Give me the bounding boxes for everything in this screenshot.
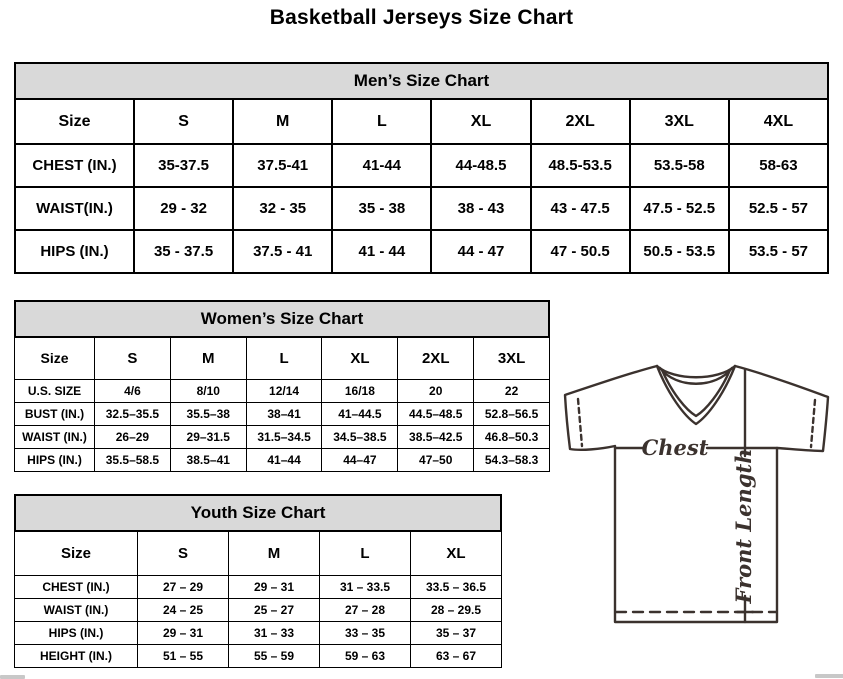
size-header-row: [15, 531, 502, 576]
measurement-value: 34.5–38.5: [322, 426, 398, 449]
row-label: WAIST(IN.): [15, 187, 134, 230]
row-label: BUST (IN.): [15, 403, 95, 426]
womens-size-table: [14, 336, 550, 472]
mens-size-chart-section: [14, 62, 829, 274]
measurement-value: 31.5–34.5: [246, 426, 322, 449]
row-label: HIPS (IN.): [15, 449, 95, 472]
size-column-header: XL: [322, 337, 398, 380]
measurement-row: [15, 144, 828, 187]
size-header-row: [15, 337, 550, 380]
row-label: WAIST (IN.): [15, 599, 138, 622]
size-column-header: M: [233, 99, 332, 144]
measurement-value: 29 – 31: [229, 576, 320, 599]
size-column-header: L: [246, 337, 322, 380]
front-length-label: Front Length: [731, 448, 756, 604]
measurement-value: 29 - 32: [134, 187, 233, 230]
size-column-header: M: [170, 337, 246, 380]
measurement-value: 32 - 35: [233, 187, 332, 230]
page-title: Basketball Jerseys Size Chart: [269, 6, 574, 29]
measurement-value: 28 – 29.5: [411, 599, 502, 622]
measurement-value: 38.5–41: [170, 449, 246, 472]
measurement-value: 20: [398, 380, 474, 403]
measurement-value: 31 – 33: [229, 622, 320, 645]
measurement-value: 33 – 35: [320, 622, 411, 645]
mens-size-table: [14, 98, 829, 274]
measurement-value: 44–47: [322, 449, 398, 472]
size-column-header: S: [134, 99, 233, 144]
chest-label: Chest: [641, 435, 709, 460]
row-label: U.S. SIZE: [15, 380, 95, 403]
womens-chart-header-band: [14, 300, 550, 338]
measurement-value: 27 – 29: [138, 576, 229, 599]
measurement-value: 27 – 28: [320, 599, 411, 622]
measurement-value: 38 - 43: [431, 187, 530, 230]
size-label-header: Size: [15, 99, 134, 144]
row-label: HIPS (IN.): [15, 622, 138, 645]
mens-chart-title: Men’s Size Chart: [353, 71, 490, 90]
measurement-value: 51 – 55: [138, 645, 229, 668]
measurement-row: [15, 403, 550, 426]
measurement-value: 35 – 37: [411, 622, 502, 645]
measurement-value: 25 – 27: [229, 599, 320, 622]
measurement-value: 37.5 - 41: [233, 230, 332, 273]
measurement-value: 41–44.5: [322, 403, 398, 426]
mens-chart-header-band: [14, 62, 829, 100]
size-column-header: 3XL: [474, 337, 550, 380]
measurement-value: 31 – 33.5: [320, 576, 411, 599]
measurement-value: 35 - 38: [332, 187, 431, 230]
measurement-value: 44.5–48.5: [398, 403, 474, 426]
measurement-value: 55 – 59: [229, 645, 320, 668]
measurement-value: 59 – 63: [320, 645, 411, 668]
youth-chart-header-band: [14, 494, 502, 532]
size-column-header: S: [138, 531, 229, 576]
measurement-row: [15, 622, 502, 645]
size-column-header: 2XL: [398, 337, 474, 380]
measurement-row: [15, 380, 550, 403]
measurement-row: [15, 599, 502, 622]
measurement-value: 24 – 25: [138, 599, 229, 622]
size-column-header: 3XL: [630, 99, 729, 144]
size-column-header: L: [320, 531, 411, 576]
youth-size-chart-section: [14, 494, 502, 668]
measurement-value: 47 - 50.5: [531, 230, 630, 273]
measurement-value: 47.5 - 52.5: [630, 187, 729, 230]
measurement-value: 52.5 - 57: [729, 187, 828, 230]
jersey-outline: [565, 366, 828, 622]
measurement-value: 37.5-41: [233, 144, 332, 187]
size-column-header: 4XL: [729, 99, 828, 144]
size-column-header: XL: [431, 99, 530, 144]
measurement-value: 44-48.5: [431, 144, 530, 187]
youth-chart-title: Youth Size Chart: [190, 503, 326, 522]
row-label: HIPS (IN.): [15, 230, 134, 273]
horizontal-scrollbar-thumb-right[interactable]: [815, 674, 843, 678]
measurement-row: [15, 426, 550, 449]
measurement-value: 38.5–42.5: [398, 426, 474, 449]
measurement-value: 12/14: [246, 380, 322, 403]
measurement-value: 16/18: [322, 380, 398, 403]
measurement-value: 53.5 - 57: [729, 230, 828, 273]
measurement-value: 26–29: [95, 426, 171, 449]
size-column-header: S: [95, 337, 171, 380]
left-sleeve-seam-dashed: [578, 399, 582, 446]
row-label: CHEST (IN.): [15, 144, 134, 187]
measurement-value: 41-44: [332, 144, 431, 187]
measurement-row: [15, 645, 502, 668]
row-label: HEIGHT (IN.): [15, 645, 138, 668]
measurement-value: 22: [474, 380, 550, 403]
measurement-value: 47–50: [398, 449, 474, 472]
measurement-value: 8/10: [170, 380, 246, 403]
size-label-header: Size: [15, 337, 95, 380]
measurement-value: 52.8–56.5: [474, 403, 550, 426]
size-column-header: L: [332, 99, 431, 144]
youth-size-table: [14, 530, 502, 668]
measurement-value: 35.5–38: [170, 403, 246, 426]
measurement-value: 35.5–58.5: [95, 449, 171, 472]
size-column-header: 2XL: [531, 99, 630, 144]
measurement-value: 50.5 - 53.5: [630, 230, 729, 273]
jersey-diagram: [556, 358, 842, 636]
measurement-value: 44 - 47: [431, 230, 530, 273]
measurement-value: 46.8–50.3: [474, 426, 550, 449]
measurement-value: 53.5-58: [630, 144, 729, 187]
size-column-header: M: [229, 531, 320, 576]
measurement-value: 63 – 67: [411, 645, 502, 668]
measurement-value: 48.5-53.5: [531, 144, 630, 187]
collar-inner-arc: [660, 368, 732, 384]
right-sleeve-seam-dashed: [811, 400, 815, 447]
measurement-row: [15, 576, 502, 599]
measurement-value: 35 - 37.5: [134, 230, 233, 273]
womens-size-chart-section: [14, 300, 550, 472]
row-label: WAIST (IN.): [15, 426, 95, 449]
measurement-value: 43 - 47.5: [531, 187, 630, 230]
measurement-value: 33.5 – 36.5: [411, 576, 502, 599]
measurement-value: 41–44: [246, 449, 322, 472]
size-column-header: XL: [411, 531, 502, 576]
measurement-value: 29–31.5: [170, 426, 246, 449]
measurement-row: [15, 230, 828, 273]
measurement-value: 35-37.5: [134, 144, 233, 187]
measurement-row: [15, 187, 828, 230]
row-label: CHEST (IN.): [15, 576, 138, 599]
measurement-value: 41 - 44: [332, 230, 431, 273]
measurement-value: 4/6: [95, 380, 171, 403]
measurement-value: 38–41: [246, 403, 322, 426]
measurement-value: 32.5–35.5: [95, 403, 171, 426]
measurement-value: 29 – 31: [138, 622, 229, 645]
size-header-row: [15, 99, 828, 144]
womens-chart-title: Women’s Size Chart: [200, 309, 364, 328]
measurement-value: 54.3–58.3: [474, 449, 550, 472]
size-label-header: Size: [15, 531, 138, 576]
horizontal-scrollbar-thumb-left[interactable]: [0, 675, 25, 679]
measurement-row: [15, 449, 550, 472]
measurement-value: 58-63: [729, 144, 828, 187]
